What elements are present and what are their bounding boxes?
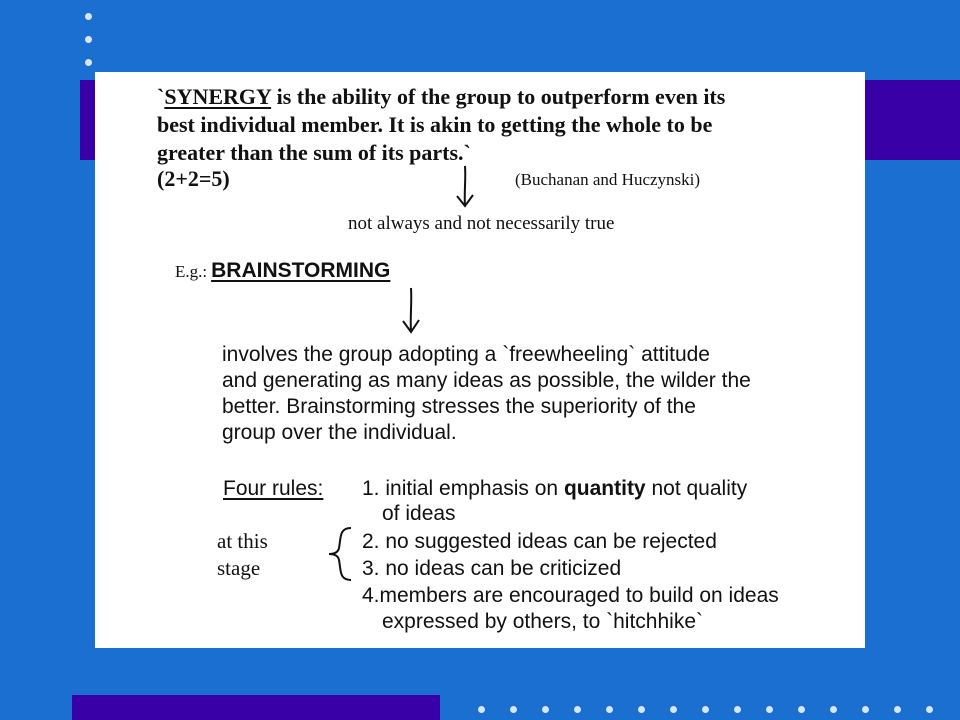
rule-1-post: not quality [645, 477, 748, 500]
down-arrow-icon [455, 166, 475, 208]
down-arrow-icon [401, 288, 421, 334]
equation: (2+2=5) [157, 166, 230, 191]
decor-dot [766, 706, 773, 713]
decor-dot [478, 706, 485, 713]
definition-line-1-rest: is the ability of the group to outperform even its [271, 84, 726, 109]
decor-dot [926, 706, 933, 713]
decor-dot [542, 706, 549, 713]
decor-dot [574, 706, 581, 713]
description-line-1: involves the group adopting a `freewheeling` attitude [222, 343, 710, 366]
open-quote: ` [157, 84, 165, 109]
left-brace-icon [325, 526, 355, 582]
example-line [175, 260, 390, 281]
note-text: not always and not necessarily true [348, 213, 615, 234]
decor-dot [862, 706, 869, 713]
decor-dot [702, 706, 709, 713]
example-prefix: E.g.: [175, 262, 208, 281]
rule-1-pre: 1. initial emphasis on [362, 477, 564, 500]
definition-line-3: greater than the sum of its parts.` [157, 140, 471, 165]
description-line-3: better. Brainstorming stresses the superiority of the [222, 395, 696, 418]
decor-dot [638, 706, 645, 713]
rule-4: 4.members are encouraged to build on ideas [362, 584, 779, 607]
description-line-2: and generating as many ideas as possible, the wilder the [222, 369, 751, 392]
decor-dot [85, 36, 92, 43]
decor-dot [670, 706, 677, 713]
definition-line-1 [157, 86, 725, 108]
description-line-4: group over the individual. [222, 421, 457, 444]
synergy-term: SYNERGY [164, 84, 272, 109]
decor-dot [85, 13, 92, 20]
decor-dot [734, 706, 741, 713]
rule-4-continued: expressed by others, to `hitchhike` [382, 610, 703, 633]
decor-bar-top-right [860, 80, 960, 160]
rule-1 [362, 478, 747, 499]
decor-dot [510, 706, 517, 713]
brainstorming-term: BRAINSTORMING [211, 259, 391, 282]
rule-1-continued: of ideas [382, 502, 456, 525]
definition-line-2: best individual member. It is akin to getting the whole to be [157, 112, 713, 137]
side-label-1: at this [217, 529, 268, 553]
decor-dot [85, 59, 92, 66]
rule-3: 3. no ideas can be criticized [362, 557, 622, 580]
decor-dot [798, 706, 805, 713]
citation: (Buchanan and Huczynski) [515, 170, 701, 189]
decor-dot [894, 706, 901, 713]
content-card [95, 72, 865, 648]
decor-dot [830, 706, 837, 713]
rule-2: 2. no suggested ideas can be rejected [362, 530, 717, 553]
rule-1-bold: quantity [563, 477, 646, 500]
decor-bar-bottom [72, 695, 440, 720]
rules-heading: Four rules: [223, 477, 324, 500]
side-label-2: stage [217, 556, 261, 580]
decor-dot [606, 706, 613, 713]
